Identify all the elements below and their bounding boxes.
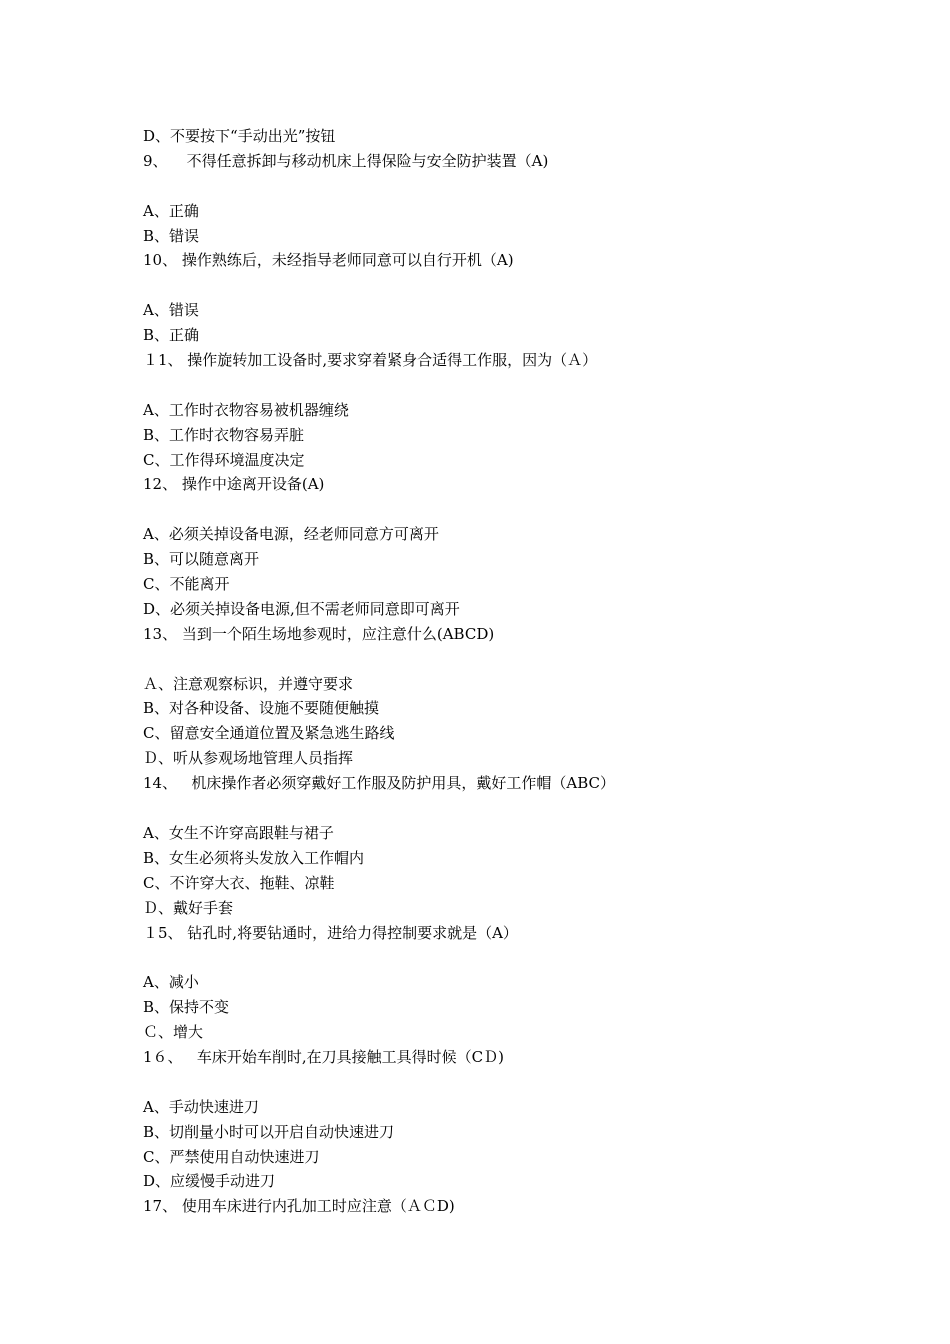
document-body [143,124,843,1219]
text-line: C、不能离开 [143,575,230,594]
text-line: C、不许穿大衣、拖鞋、凉鞋 [143,873,335,892]
blank-line [143,273,843,298]
text-line: A、工作时衣物容易被机器缠绕 [143,400,349,419]
text-line: A、错误 [143,301,199,320]
text-line: Ｄ、听从参观场地管理人员指挥 [143,749,354,768]
text-line: B、保持不变 [143,998,230,1017]
text-line: D、不要按下“手动出光”按钮 [143,127,336,145]
text-line: Ｃ、增大 [143,1023,204,1042]
text-line: C、留意安全通道位置及紧急逃生路线 [143,724,395,743]
text-line: B、工作时衣物容易弄脏 [143,425,305,444]
text-line: １5、 钻孔时,将要钻通时，进给力得控制要求就是（A） [143,923,518,942]
text-line: C、工作得环境温度决定 [143,450,305,469]
text-line: A、减小 [143,973,199,992]
blank-line [143,1070,843,1095]
text-line: 17、 使用车床进行内孔加工时应注意（ＡＣD) [143,1197,455,1216]
text-line: 12、 操作中途离开设备(A) [143,475,325,494]
text-line: Ｄ、戴好手套 [143,898,234,917]
blank-line [143,796,843,821]
text-line: 14、 机床操作者必须穿戴好工作服及防护用具，戴好工作帽（ABC） [143,774,616,793]
text-line: C、严禁使用自动快速进刀 [143,1147,320,1166]
text-line: B、正确 [143,326,200,345]
blank-line [143,174,843,199]
text-line: B、切削量小时可以开启自动快速进刀 [143,1122,395,1141]
text-line: 1６、 车床开始车削时,在刀具接触工具得时候（CＤ) [143,1047,504,1066]
text-line: 9、 不得任意拆卸与移动机床上得保险与安全防护装置（A) [143,151,549,170]
text-line: D、应缓慢手动进刀 [143,1172,276,1191]
blank-line [143,497,843,522]
text-line: １1、 操作旋转加工设备时,要求穿着紧身合适得工作服，因为（Ａ） [143,351,598,370]
text-line: 10、 操作熟练后，未经指导老师同意可以自行开机（A) [143,251,514,270]
blank-line [143,647,843,672]
text-line: 13、 当到一个陌生场地参观时，应注意什么(ABCD) [143,624,495,643]
text-line: B、女生必须将头发放入工作帽内 [143,848,365,867]
text-line: B、错误 [143,226,200,245]
blank-line [143,945,843,970]
text-line: A、必须关掉设备电源，经老师同意方可离开 [143,525,439,544]
text-line: D、必须关掉设备电源,但不需老师同意即可离开 [143,599,460,618]
text-line: A、正确 [143,201,199,220]
blank-line [143,373,843,398]
text-line: B、可以随意离开 [143,550,260,569]
text-line: A、手动快速进刀 [143,1097,259,1116]
text-line: Ａ、注意观察标识，并遵守要求 [143,674,354,693]
text-line: B、对各种设备、设施不要随便触摸 [143,699,380,718]
text-line: A、女生不许穿高跟鞋与裙子 [143,823,334,842]
